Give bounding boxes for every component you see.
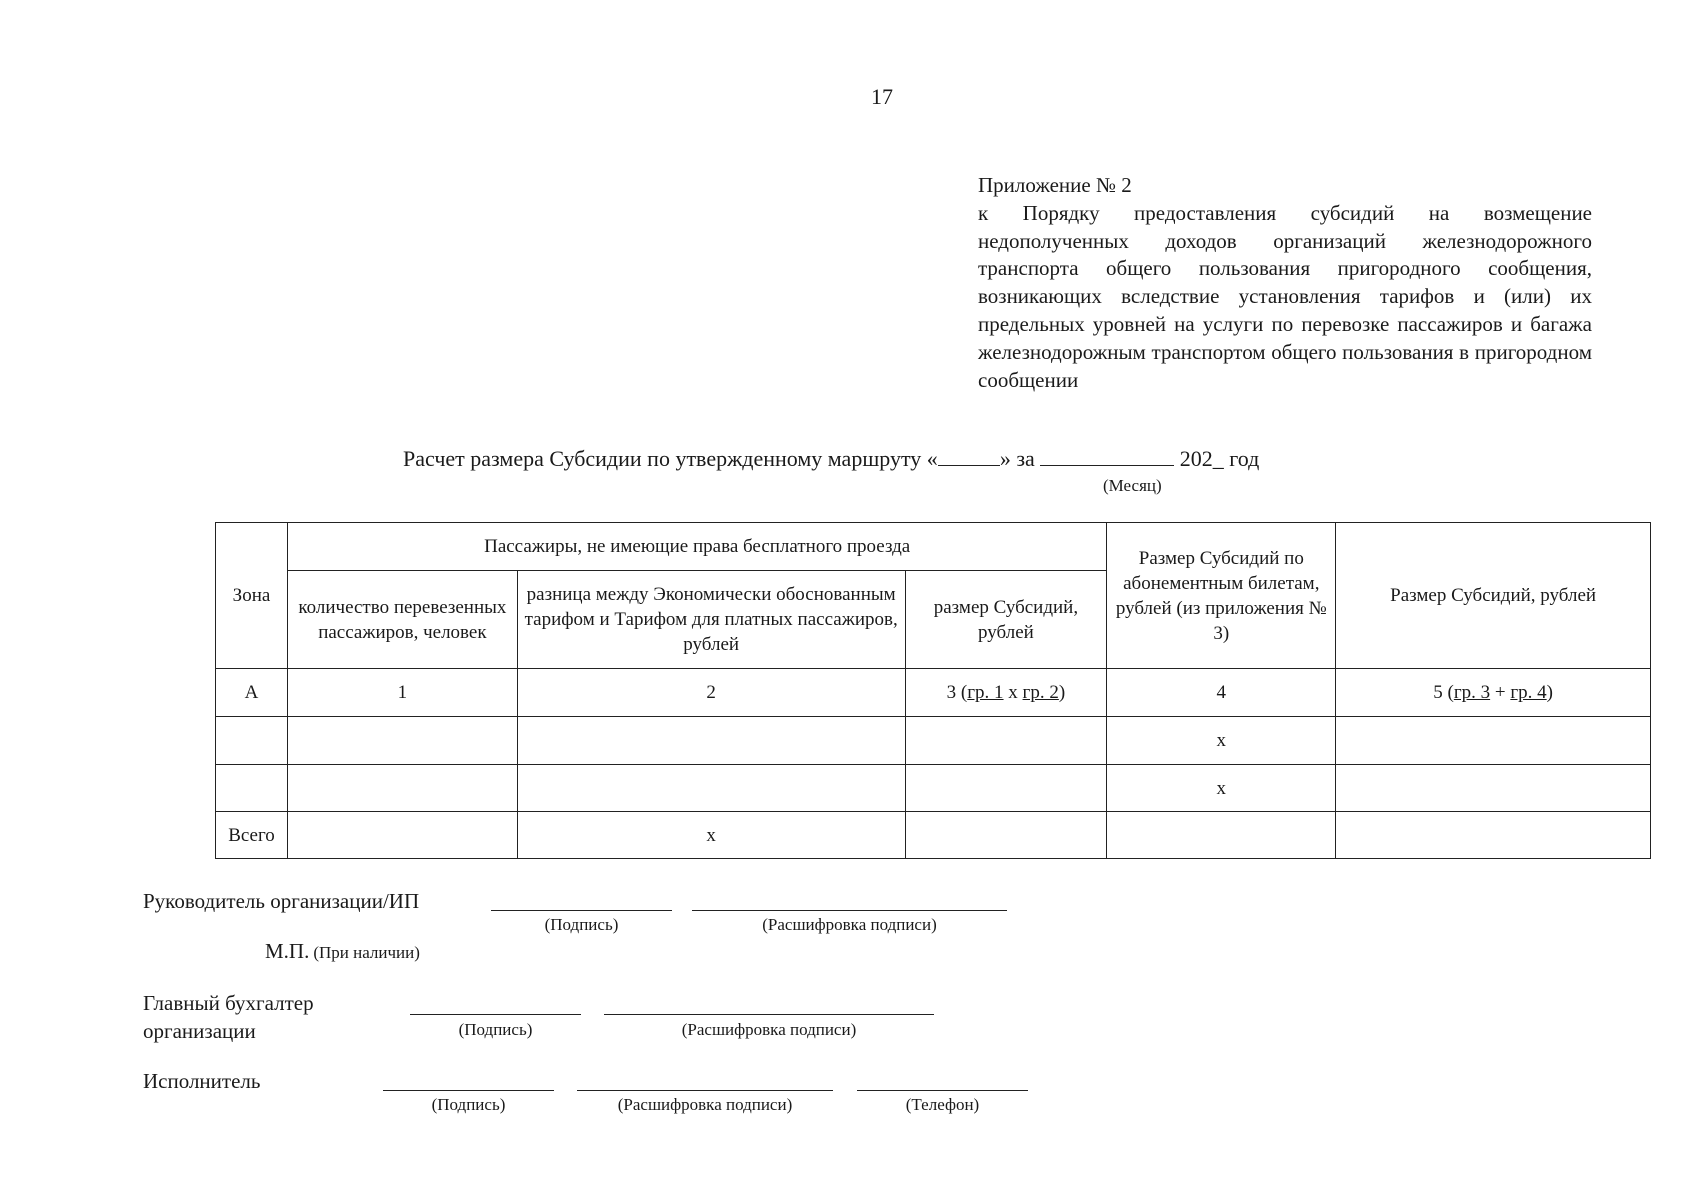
- accountant-label-line2: организации: [143, 1019, 256, 1043]
- calculation-title-part2: » за: [999, 446, 1041, 471]
- appendix-title: Приложение № 2: [978, 173, 1132, 197]
- header-subsidy-amount: размер Субсидий, рублей: [905, 571, 1107, 669]
- header-paid-passengers: Пассажиры, не имеющие права бесплатного проезда: [287, 523, 1106, 571]
- month-blank: [1040, 464, 1174, 466]
- formula-text: x: [1003, 682, 1023, 703]
- formula-text: ): [1546, 682, 1553, 703]
- table-cell: x: [1107, 765, 1336, 812]
- table-cell[interactable]: [905, 765, 1107, 812]
- accountant-label-line1: Главный бухгалтер: [143, 991, 314, 1015]
- subsidy-table: [215, 522, 1651, 859]
- accountant-decoding-line[interactable]: [604, 1014, 934, 1015]
- table-cell[interactable]: [905, 812, 1107, 859]
- table-cell[interactable]: [216, 717, 288, 765]
- executor-signature-caption: (Подпись): [431, 1095, 506, 1114]
- head-signature-caption: (Подпись): [544, 915, 619, 934]
- appendix-block: [978, 172, 1592, 394]
- accountant-decoding-caption: (Расшифровка подписи): [681, 1020, 857, 1039]
- table-cell: А: [216, 669, 288, 717]
- table-cell: x: [1107, 717, 1336, 765]
- appendix-text: к Порядку предоставления субсидий на возмещение недополученных доходов организаций железнодорожного транспорта общего пользования пригородного сообщения, возникающих вследствие установления тарифов и (или) их предельных уровней на услуги по перевозке пассажиров и багажа железнодорожным транспортом общего пользования в пригородном сообщении: [978, 200, 1592, 392]
- formula-text: 5 (: [1433, 682, 1454, 703]
- executor-decoding-line[interactable]: [577, 1090, 833, 1091]
- head-label: Руководитель организации/ИП: [143, 889, 420, 913]
- table-cell[interactable]: [287, 717, 517, 765]
- header-season-ticket-subsidy: Размер Субсидий по абонементным билетам, рублей (из приложения № 3): [1107, 523, 1336, 669]
- table-cell[interactable]: [287, 765, 517, 812]
- header-tariff-difference: разница между Экономически обоснованным тарифом и Тарифом для платных пассажиров, рублей: [517, 571, 905, 669]
- calculation-title-part3: 202_ год: [1174, 446, 1260, 471]
- table-cell[interactable]: [517, 765, 905, 812]
- table-cell-formula-3: [905, 669, 1107, 717]
- table-index-row: [216, 669, 1651, 717]
- column-reference: гр. 1: [967, 682, 1004, 703]
- formula-text: ): [1058, 682, 1066, 703]
- table-cell: 4: [1107, 669, 1336, 717]
- seal-label: М.П.: [265, 939, 310, 963]
- calculation-title: [403, 446, 1259, 472]
- executor-phone-caption: (Телефон): [905, 1095, 980, 1114]
- formula-text: 3 (: [946, 682, 968, 703]
- table-cell[interactable]: [216, 765, 288, 812]
- head-decoding-caption: (Расшифровка подписи): [762, 915, 937, 934]
- table-cell: 1: [287, 669, 517, 717]
- column-reference: гр. 3: [1453, 682, 1491, 703]
- header-total-subsidy: Размер Субсидий, рублей: [1336, 523, 1651, 669]
- executor-phone-line[interactable]: [857, 1090, 1028, 1091]
- table-cell[interactable]: [905, 717, 1107, 765]
- column-reference: гр. 4: [1510, 682, 1547, 703]
- route-blank: [938, 464, 1000, 466]
- table-cell: Всего: [216, 812, 288, 859]
- seal-note: (При наличии): [313, 943, 420, 962]
- accountant-signature-caption: (Подпись): [458, 1020, 533, 1039]
- executor-signature-line[interactable]: [383, 1090, 554, 1091]
- table-cell[interactable]: [517, 717, 905, 765]
- executor-label: Исполнитель: [143, 1069, 261, 1093]
- table-cell[interactable]: [1336, 717, 1651, 765]
- calculation-title-part1: Расчет размера Субсидии по утвержденному маршруту «: [403, 446, 938, 471]
- table-row: [216, 765, 1651, 812]
- accountant-signature-line[interactable]: [410, 1014, 581, 1015]
- header-passenger-count: количество перевезенных пассажиров, человек: [287, 571, 517, 669]
- executor-decoding-caption: (Расшифровка подписи): [617, 1095, 793, 1114]
- table-cell: 2: [517, 669, 905, 717]
- table-cell-formula-5: [1336, 669, 1651, 717]
- page-number: 17: [871, 84, 893, 109]
- month-caption: (Месяц): [1103, 476, 1162, 495]
- header-zone: Зона: [216, 523, 288, 669]
- table-cell[interactable]: [1336, 812, 1651, 859]
- table-total-row: [216, 812, 1651, 859]
- column-reference: гр. 2: [1022, 682, 1059, 703]
- head-decoding-line[interactable]: [692, 910, 1007, 911]
- table-cell: x: [517, 812, 905, 859]
- table-cell[interactable]: [1336, 765, 1651, 812]
- table-cell[interactable]: [287, 812, 517, 859]
- formula-text: +: [1490, 682, 1511, 703]
- seal-block: [265, 937, 420, 965]
- table-row: [216, 717, 1651, 765]
- head-signature-line[interactable]: [491, 910, 672, 911]
- table-cell[interactable]: [1107, 812, 1336, 859]
- accountant-label: [143, 989, 314, 1045]
